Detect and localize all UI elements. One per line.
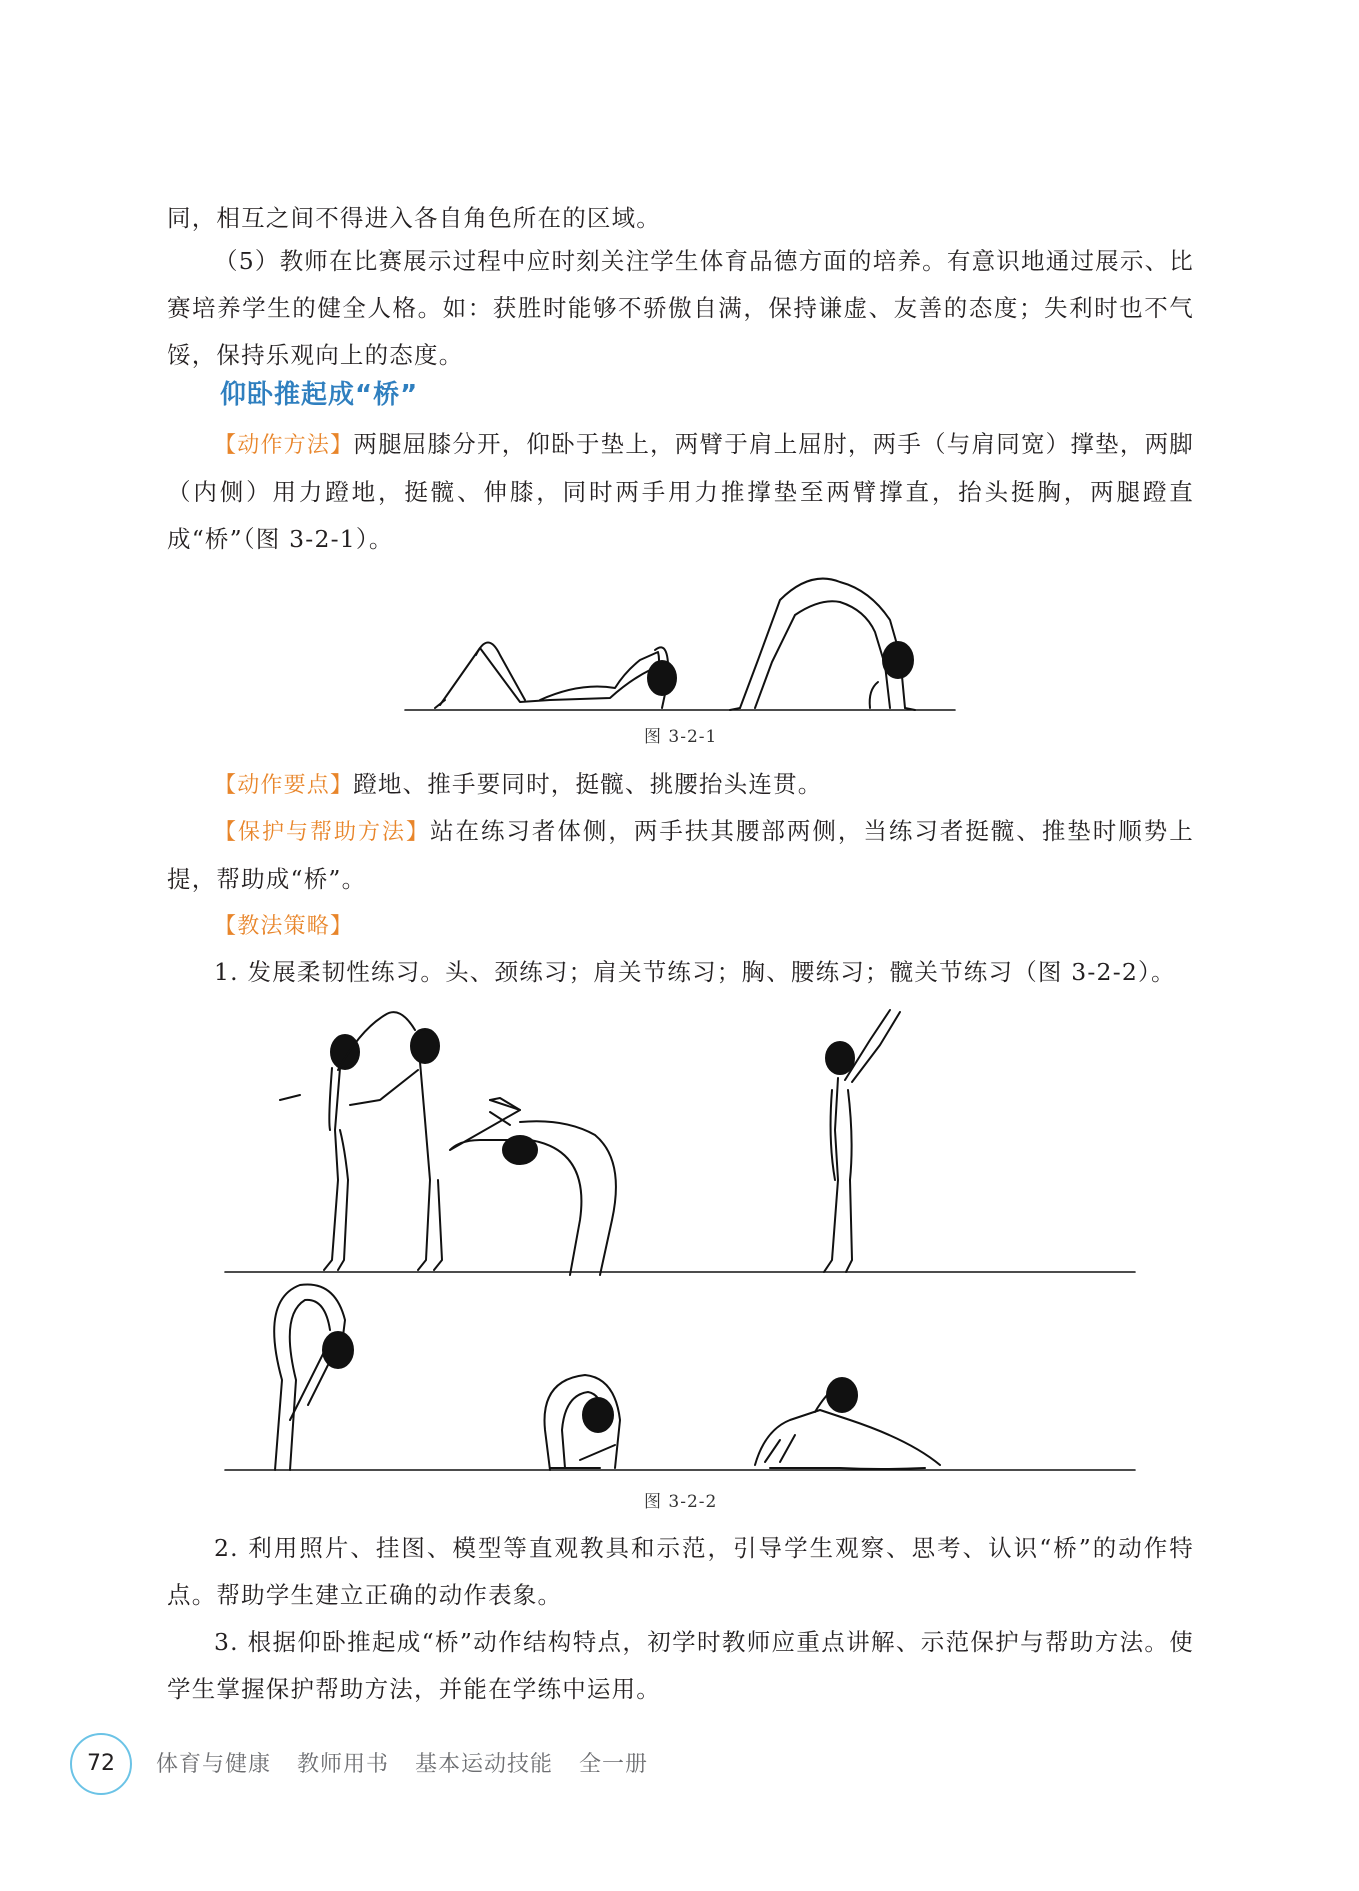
paragraph-teacher-note: （5）教师在比赛展示过程中应时刻关注学生体育品德方面的培养。有意识地通过展示、比赛培养学生的健全人格。如：获胜时能够不骄傲自满，保持谦虚、友善的态度；失利时也不气馁，保持乐观向上的态度。 xyxy=(167,247,1194,369)
bridge-figure xyxy=(730,579,915,710)
forward-bend-figure xyxy=(280,1095,616,1275)
method-tag: 【动作方法】 xyxy=(214,433,354,458)
paragraph-method xyxy=(167,421,1194,563)
footer-item-book-type: 教师用书 xyxy=(297,1752,390,1777)
strategy-item-3: 3. 根据仰卧推起成“桥”动作结构特点，初学时教师应重点讲解、示范保护与帮助方法。使学生掌握保护帮助方法，并能在学练中运用。 xyxy=(167,1628,1194,1703)
supine-figure xyxy=(435,643,676,709)
footer-item-subject: 体育与健康 xyxy=(156,1752,272,1777)
footer-book-title xyxy=(156,1747,666,1778)
page-number: 72 xyxy=(70,1733,132,1795)
footer-item-topic: 基本运动技能 xyxy=(415,1752,554,1777)
paragraph-key-points xyxy=(167,761,1194,809)
section-title: 仰卧推起成“桥” xyxy=(220,380,419,410)
figure-3-2-1-illustration xyxy=(400,560,960,720)
paragraph-continuation: 同，相互之间不得进入各自角色所在的区域。 xyxy=(167,204,661,232)
paragraph-protection xyxy=(167,808,1194,903)
seated-backbend-figure xyxy=(755,1378,940,1469)
key-points-text: 蹬地、推手要同时，挺髋、挑腰抬头连贯。 xyxy=(353,770,823,798)
key-points-tag: 【动作要点】 xyxy=(214,773,354,798)
protection-tag: 【保护与帮助方法】 xyxy=(214,820,430,845)
strategy-item-1: 1. 发展柔韧性练习。头、颈练习；肩关节练习；胸、腰练习；髋关节练习（图 3-2-2）。 xyxy=(214,958,1176,986)
figure-3-2-2-caption: 图 3-2-2 xyxy=(644,1492,718,1512)
figure-3-2-2-illustration xyxy=(220,1000,1140,1480)
partner-stretch-figures xyxy=(324,1012,442,1270)
standing-pike-figure xyxy=(274,1284,353,1470)
kneeling-bend-figure xyxy=(545,1375,621,1470)
arms-raised-figure xyxy=(824,1010,900,1272)
strategy-tag: 【教法策略】 xyxy=(214,914,354,939)
figure-3-2-1-caption: 图 3-2-1 xyxy=(644,727,718,747)
method-text: 两腿屈膝分开，仰卧于垫上，两臂于肩上屈肘，两手（与肩同宽）撑垫，两脚（内侧）用力蹬地，挺髋、伸膝，同时两手用力推撑垫至两臂撑直，抬头挺胸，两腿蹬直成“桥”（图 3-2-1）。 xyxy=(167,430,1194,553)
strategy-item-2: 2. 利用照片、挂图、模型等直观教具和示范，引导学生观察、思考、认识“桥”的动作特点。帮助学生建立正确的动作表象。 xyxy=(167,1534,1194,1609)
footer-item-volume: 全一册 xyxy=(579,1752,649,1777)
strategy-heading xyxy=(167,902,1194,950)
protection-text: 站在练习者体侧，两手扶其腰部两侧，当练习者挺髋、推垫时顺势上提，帮助成“桥”。 xyxy=(167,817,1194,893)
